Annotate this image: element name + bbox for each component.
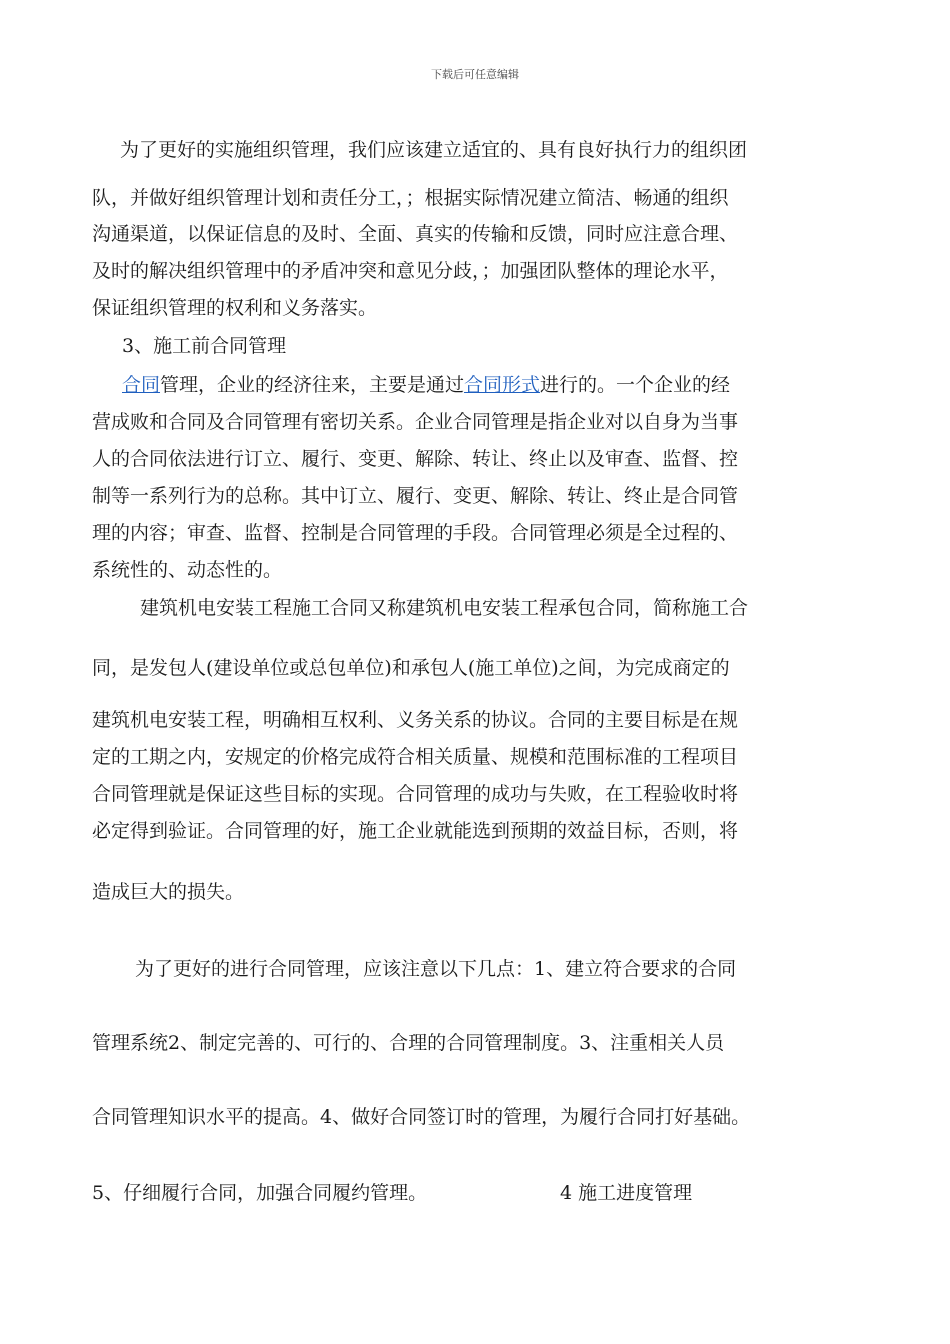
para4-last-line: 5、仔细履行合同，加强合同履约管理。 — [92, 1182, 428, 1204]
section-heading-4: 4 施工进度管理 — [560, 1182, 693, 1204]
para1-line: 及时的解决组织管理中的矛盾冲突和意见分歧，；加强团队整体的理论水平， — [92, 260, 729, 282]
para2-line: 制等一系列行为的总称。其中订立、履行、变更、解除、转让、终止是合同管 — [92, 485, 739, 507]
para2-line: 系统性的、动态性的。 — [92, 559, 283, 581]
para2-line: 营成败和合同及合同管理有密切关系。企业合同管理是指企业对以自身为当事 — [92, 411, 739, 433]
contract-link[interactable]: 合同 — [122, 374, 161, 396]
contract-form-link[interactable]: 合同形式 — [464, 374, 541, 396]
para1-line: 为了更好的实施组织管理，我们应该建立适宜的、具有良好执行力的组织团 — [120, 139, 748, 161]
para2-line: 人的合同依法进行订立、履行、变更、解除、转让、终止以及审查、监督、控 — [92, 448, 739, 470]
page-header: 下载后可任意编辑 — [431, 68, 519, 81]
para3-line: 合同管理就是保证这些目标的实现。合同管理的成功与失败，在工程验收时将 — [92, 783, 739, 805]
para4-line: 管理系统2、制定完善的、可行的、合理的合同管理制度。3、注重相关人员 — [92, 1032, 725, 1054]
para3-line: 建筑机电安装工程，明确相互权利、义务关系的协议。合同的主要目标是在规 — [92, 709, 739, 731]
para3-line: 造成巨大的损失。 — [92, 881, 245, 903]
para1-line: 保证组织管理的权利和义务落实。 — [92, 297, 378, 319]
para2-first-line — [122, 373, 730, 397]
para3-line: 建筑机电安装工程施工合同又称建筑机电安装工程承包合同，简称施工合 — [140, 597, 749, 619]
para4-line: 为了更好的进行合同管理，应该注意以下几点：1、建立符合要求的合同 — [135, 958, 737, 980]
para3-line: 定的工期之内，安规定的价格完成符合相关质量、规模和范围标准的工程项目 — [92, 746, 739, 768]
para1-line: 沟通渠道，以保证信息的及时、全面、真实的传输和反馈，同时应注意合理、 — [92, 223, 739, 245]
para2-line: 理的内容；审查、监督、控制是合同管理的手段。合同管理必须是全过程的、 — [92, 522, 739, 544]
para3-line: 同，是发包人(建设单位或总包单位)和承包人(施工单位)之间，为完成商定的 — [92, 657, 730, 679]
para3-line: 必定得到验证。合同管理的好，施工企业就能选到预期的效益目标，否则，将 — [92, 820, 739, 842]
para2-text: 进行的。一个企业的经 — [540, 374, 731, 396]
para1-line: 队，并做好组织管理计划和责任分工，；根据实际情况建立简洁、畅通的组织 — [92, 187, 729, 209]
para2-text: 管理，企业的经济往来，主要是通过 — [160, 374, 465, 396]
section-heading-3: 3、施工前合同管理 — [122, 335, 287, 357]
para4-line: 合同管理知识水平的提高。4、做好合同签订时的管理，为履行合同打好基础。 — [92, 1106, 751, 1128]
